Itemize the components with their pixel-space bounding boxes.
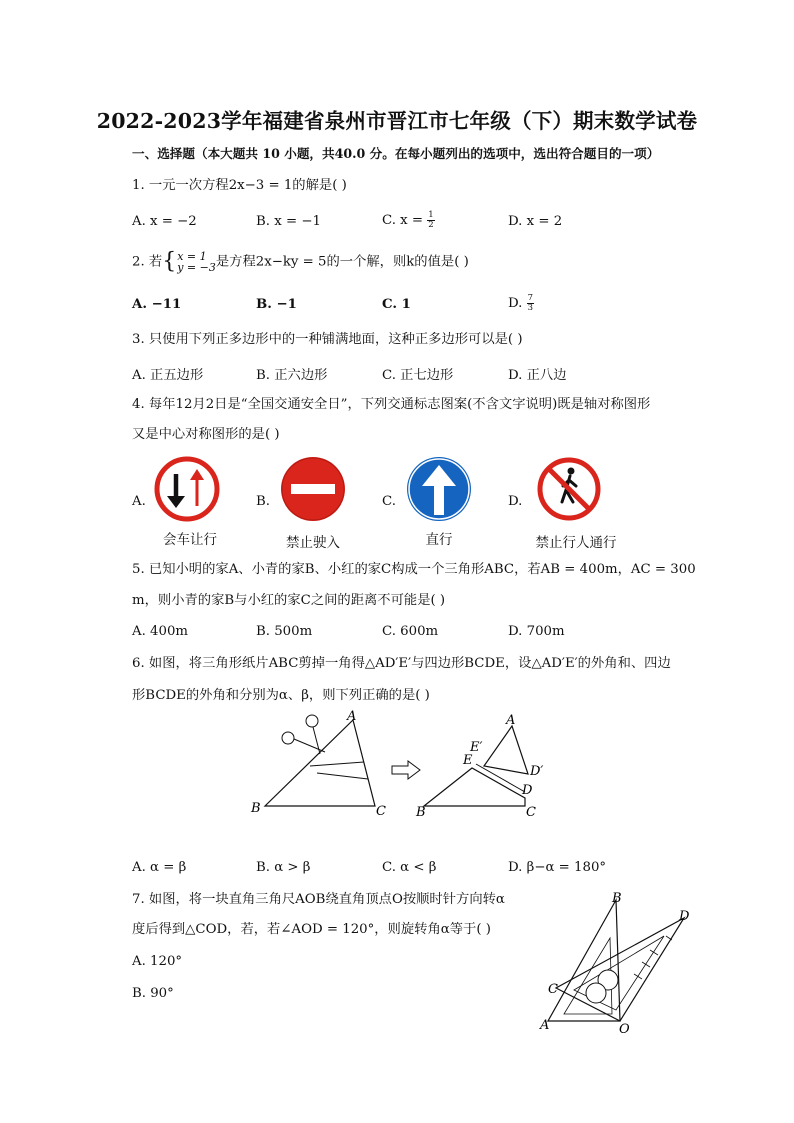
label-a: A	[347, 709, 357, 724]
label-e: E	[463, 753, 473, 768]
sign-caption-a: 会车让行	[163, 532, 217, 548]
label-c: C	[376, 804, 386, 819]
q1-option-b[interactable]: B. x = −1	[256, 214, 321, 229]
q3-option-a[interactable]: A. 正五边形	[132, 368, 204, 383]
q7-figure	[532, 888, 712, 1038]
scissors-ring-left	[282, 732, 294, 744]
q4-option-b[interactable]: B.	[256, 494, 270, 509]
q6-option-d[interactable]: D. β−α = 180°	[508, 860, 607, 875]
label-c2: C	[526, 805, 536, 820]
label-b2: B	[416, 805, 426, 820]
q1-option-c-fraction: $\frac{1}{2}$	[428, 210, 434, 230]
q5-option-c[interactable]: C. 600m	[382, 624, 439, 639]
q2-brace: {	[162, 249, 177, 274]
q2-option-d-fraction: $\frac{7}{3}$	[527, 293, 534, 313]
question-4-line-1: 4. 每年12月2日是“全国交通安全日”，下列交通标志图案(不含文字说明)既是轴对称图形	[132, 397, 651, 412]
q4-option-d[interactable]: D.	[508, 494, 523, 509]
question-5-line-2: m，则小青的家B与小红的家C之间的距离不可能是( )	[132, 593, 446, 608]
cut-line-1	[310, 762, 364, 766]
question-5-line-1: 5. 已知小明的家A、小青的家B、小红的家C构成一个三角形ABC，若AB = 400m，AC = 300	[132, 562, 696, 577]
sign-caption-d: 禁止行人通行	[535, 535, 617, 551]
triangle-abc	[265, 720, 375, 806]
question-4-line-2: 又是中心对称图形的是( )	[132, 427, 280, 442]
question-6-line-1: 6. 如图，将三角形纸片ABC剪掉一角得△AD′E′与四边形BCDE，设△AD′E′的外角和、四边	[132, 656, 671, 671]
q4-option-a[interactable]: A.	[132, 494, 146, 509]
sign-caption-b: 禁止驶入	[286, 535, 340, 551]
page-title: 2022-2023学年福建省泉州市晋江市七年级（下）期末数学试卷	[96, 109, 698, 133]
q3-option-c[interactable]: C. 正七边形	[382, 368, 454, 383]
question-7-line-2: 度后得到△COD，若，若∠AOD = 120°，则旋转角α等于( )	[132, 922, 491, 937]
label-d: D	[522, 783, 533, 798]
quadrilateral-bcde	[424, 768, 525, 806]
label-d: D	[679, 909, 690, 924]
scissors-ring-right	[306, 715, 318, 727]
no-entry-sign-icon	[280, 456, 346, 522]
q2-option-d-label: D.	[508, 296, 527, 311]
label-c: C	[548, 982, 558, 997]
q1-option-a[interactable]: A. x = −2	[132, 214, 197, 229]
oncoming-priority-sign-icon	[154, 456, 220, 522]
no-pedestrians-sign-icon	[536, 456, 602, 522]
label-b: B	[251, 801, 261, 816]
q6-option-a[interactable]: A. α = β	[132, 860, 187, 875]
q2-system: x = 1 y = −3	[177, 250, 216, 274]
q6-option-c[interactable]: C. α < β	[382, 860, 437, 875]
transform-arrow-icon	[392, 761, 420, 779]
q1-option-c[interactable]	[382, 211, 435, 230]
q3-option-b[interactable]: B. 正六边形	[256, 368, 328, 383]
q7-option-a[interactable]: A. 120°	[132, 954, 183, 969]
q4-option-c[interactable]: C.	[382, 494, 396, 509]
label-a2: A	[506, 713, 516, 728]
label-a: A	[540, 1018, 550, 1033]
q2-prefix: 2. 若	[132, 254, 163, 270]
q2-option-c[interactable]: C. 1	[382, 297, 411, 312]
question-6-line-2: 形BCDE的外角和分别为α、β，则下列正确的是( )	[132, 688, 430, 703]
label-b: B	[612, 891, 622, 906]
question-7-line-1: 7. 如图，将一块直角三角尺AOB绕直角顶点O按顺时针方向转α	[132, 892, 505, 907]
section-heading: 一、选择题（本大题共 10 小题，共40.0 分。在每小题列出的选项中，选出符合题目的一项）	[132, 146, 660, 161]
q5-option-d[interactable]: D. 700m	[508, 624, 565, 639]
q7-option-b[interactable]: B. 90°	[132, 986, 174, 1001]
hole-circle-2	[586, 983, 606, 1003]
q1-option-d[interactable]: D. x = 2	[508, 214, 563, 229]
q1-option-c-label: C. x =	[382, 213, 428, 228]
label-o: O	[619, 1022, 630, 1037]
label-d-prime: D′	[530, 764, 544, 779]
sign-caption-c: 直行	[425, 532, 453, 548]
q3-option-d[interactable]: D. 正八边	[508, 368, 567, 383]
q2-option-b[interactable]: B. −1	[256, 297, 297, 312]
cut-line-2	[317, 773, 368, 779]
q5-option-a[interactable]: A. 400m	[132, 624, 189, 639]
cut-edge	[476, 764, 525, 792]
label-e-prime: E′	[470, 740, 483, 755]
q5-option-b[interactable]: B. 500m	[256, 624, 313, 639]
triangle-ade	[484, 726, 528, 774]
straight-ahead-sign-icon	[406, 456, 472, 522]
question-3-text: 3. 只使用下列正多边形中的一种铺满地面，这种正多边形可以是( )	[132, 332, 523, 347]
q2-suffix: 是方程2x−ky = 5的一个解，则k的值是( )	[215, 254, 469, 270]
scissors-blade-2	[313, 727, 320, 754]
q2-option-d[interactable]	[508, 294, 534, 313]
question-2-text	[132, 251, 469, 273]
q2-option-a[interactable]: A. −11	[132, 297, 182, 312]
scissors-blade-1	[294, 739, 325, 752]
question-1-text: 1. 一元一次方程2x−3 = 1的解是( )	[132, 178, 347, 193]
q6-figure	[240, 708, 570, 828]
q6-option-b[interactable]: B. α > β	[256, 860, 311, 875]
